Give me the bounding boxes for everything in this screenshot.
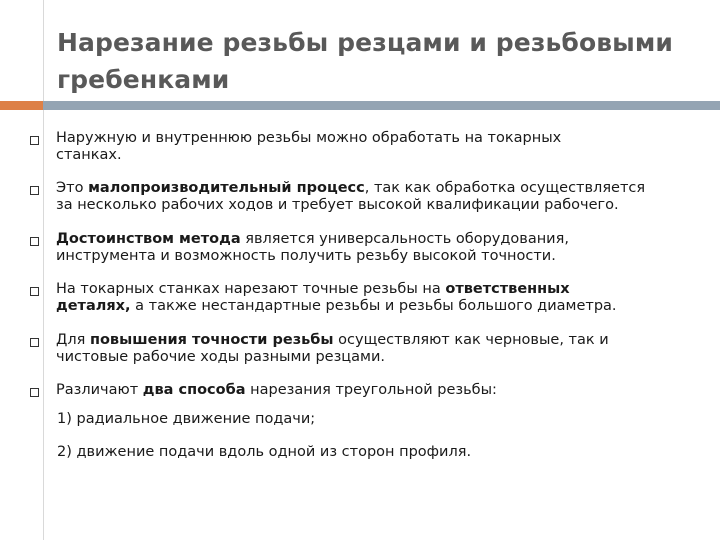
left-divider	[43, 0, 44, 540]
bullet-line: деталях, а также нестандартные резьбы и резьбы большого диаметра.	[56, 298, 617, 314]
bullet-line: чистовые рабочие ходы разными резцами.	[56, 349, 386, 365]
bullet-line: за несколько рабочих ходов и требует высокой квалификации рабочего.	[56, 197, 619, 213]
square-bullet-icon	[30, 287, 39, 296]
emphasis-text: малопроизводительный процесс	[88, 180, 365, 196]
bullet-line: станках.	[56, 147, 122, 163]
emphasis-text: деталях,	[56, 298, 131, 314]
accent-bar	[0, 101, 43, 110]
emphasis-text: повышения точности резьбы	[89, 332, 334, 348]
title-line-2: гребенками	[57, 65, 230, 94]
square-bullet-icon	[30, 338, 39, 347]
title-underline-bar	[43, 101, 720, 110]
emphasis-text: Достоинством метода	[56, 231, 241, 247]
bullet-line: Наружную и внутреннюю резьбы можно обработать на токарных	[56, 130, 562, 146]
square-bullet-icon	[30, 136, 39, 145]
bullet-line: Это малопроизводительный процесс, так как обработка осуществляется	[56, 180, 646, 196]
bullet-line: Различают два способа нарезания треугольной резьбы:	[56, 382, 497, 398]
bullet-line: Для повышения точности резьбы осуществляют как черновые, так и	[56, 332, 609, 348]
bullet-line: инструмента и возможность получить резьбу высокой точности.	[56, 248, 556, 264]
square-bullet-icon	[30, 388, 39, 397]
title-line-1: Нарезание резьбы резцами и резьбовыми	[57, 28, 673, 57]
square-bullet-icon	[30, 186, 39, 195]
emphasis-text: два способа	[142, 382, 246, 398]
square-bullet-icon	[30, 237, 39, 246]
slide-title	[57, 24, 697, 98]
emphasis-text: ответственных	[445, 281, 570, 297]
sub-item: 2) движение подачи вдоль одной из сторон профиля.	[57, 444, 472, 460]
bullet-line: На токарных станках нарезают точные резьбы на ответственных	[56, 281, 570, 297]
sub-item: 1) радиальное движение подачи;	[57, 411, 316, 427]
bullet-line: Достоинством метода является универсальность оборудования,	[56, 231, 569, 247]
